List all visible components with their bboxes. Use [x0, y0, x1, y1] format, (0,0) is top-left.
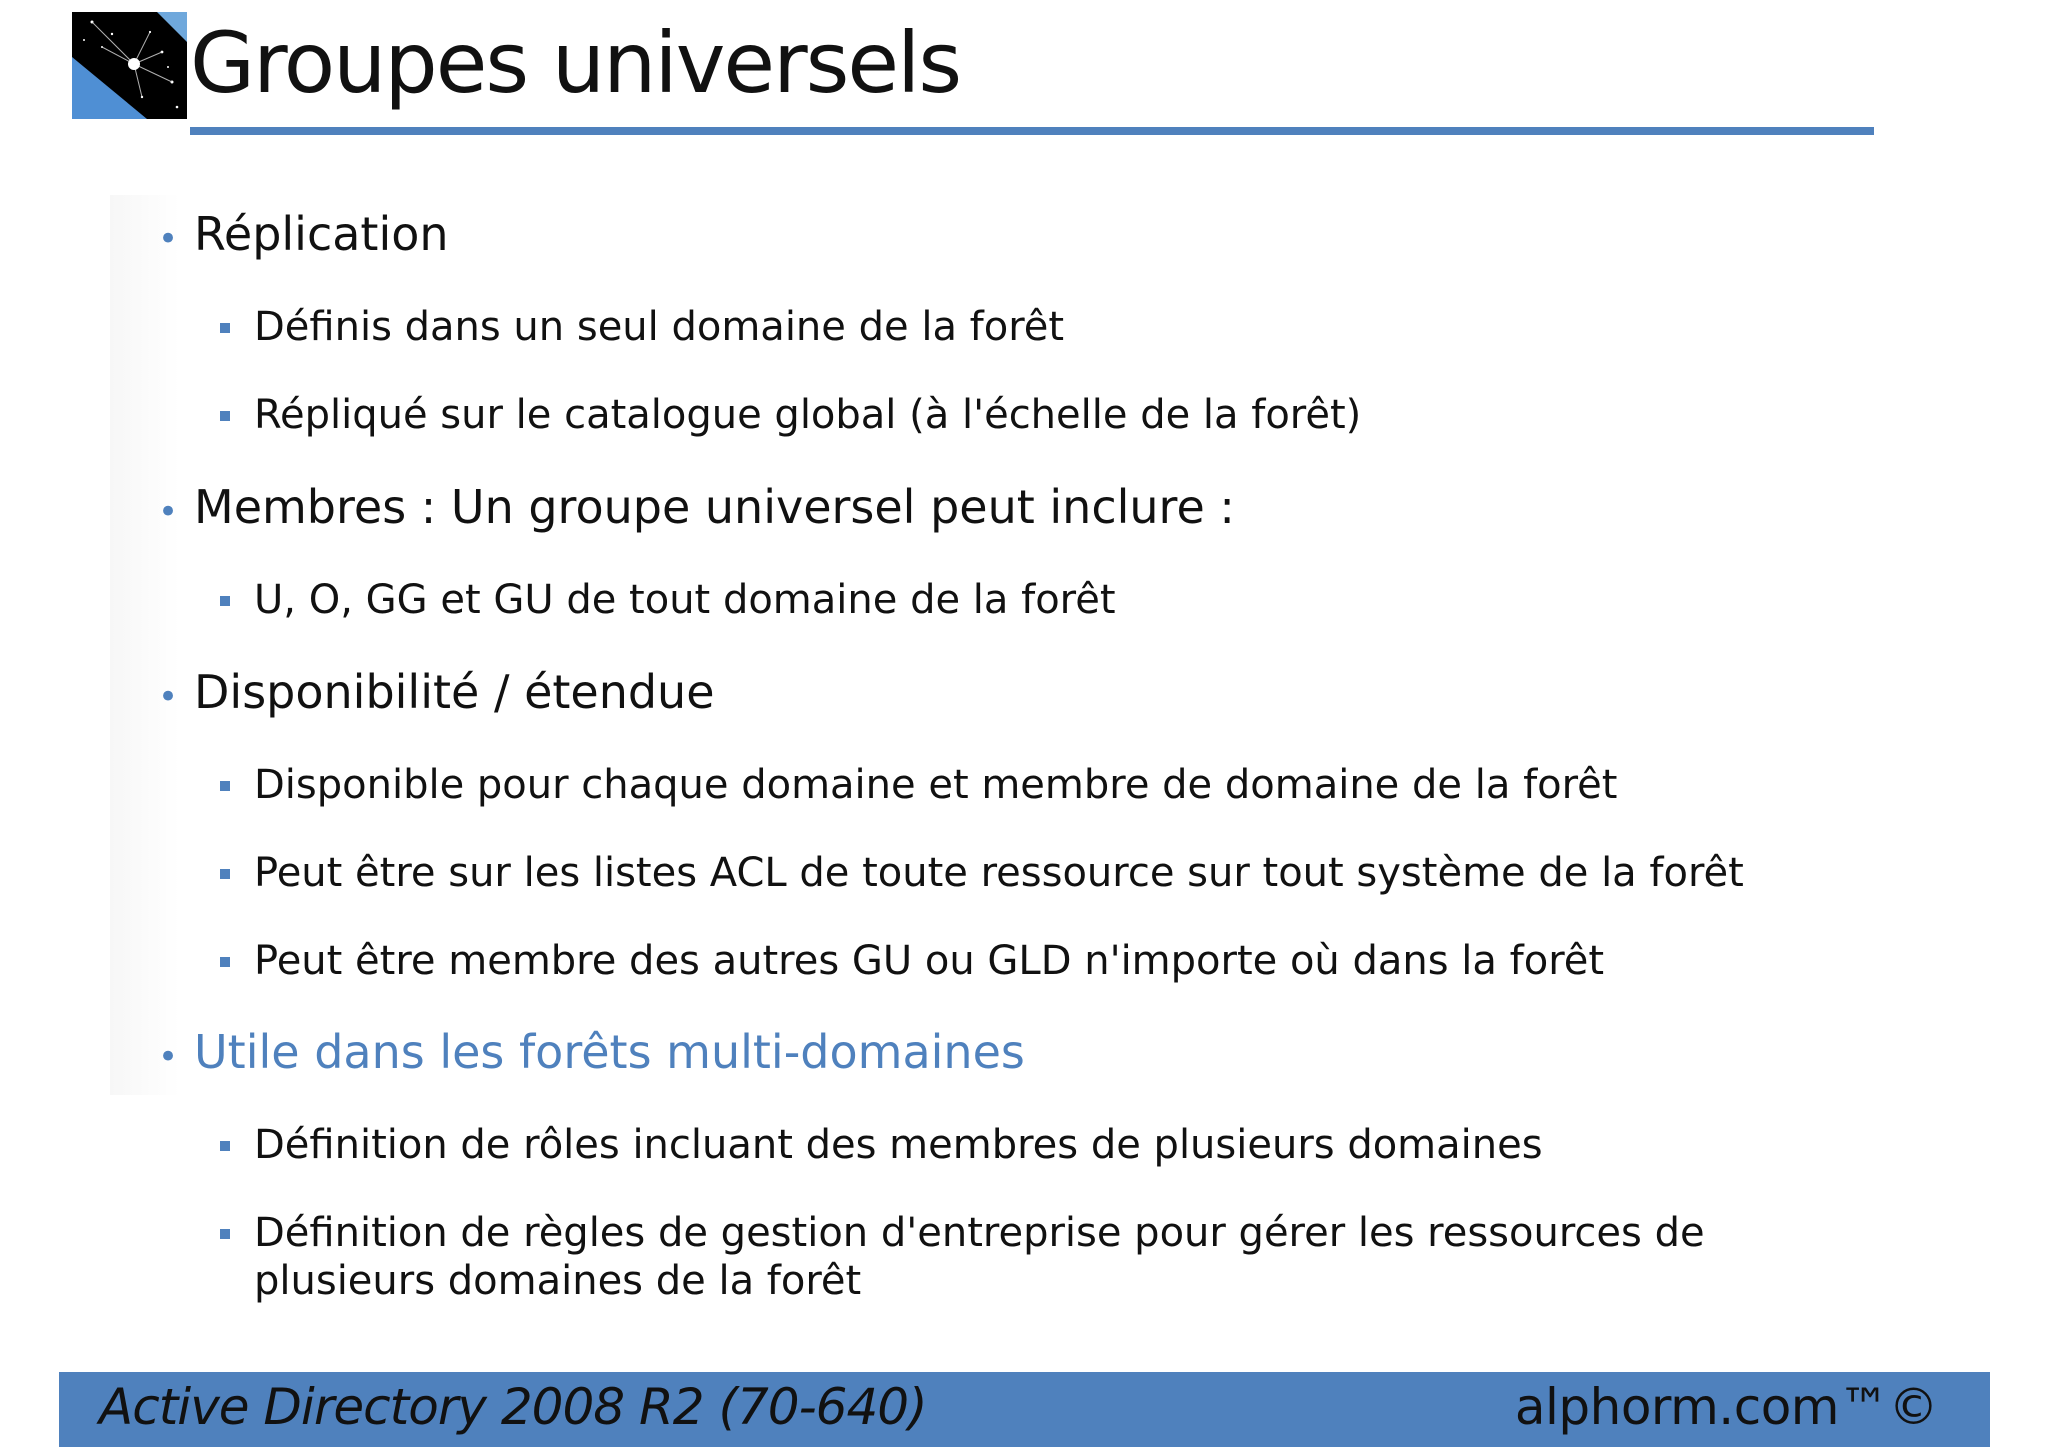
square-bullet-icon — [220, 781, 230, 791]
bullet-membres — [158, 480, 1235, 535]
sub-bullet-text: Peut être sur les listes ACL de toute ressource sur tout système de la forêt — [254, 850, 1744, 896]
square-bullet-icon — [220, 411, 230, 421]
brand-label: alphorm.com™© — [1514, 1378, 1938, 1436]
sub-bullet-text: U, O, GG et GU de tout domaine de la forêt — [254, 577, 1116, 623]
sub-bullet — [254, 1209, 1705, 1257]
sub-bullet — [254, 303, 1064, 351]
sub-bullet-text: Peut être membre des autres GU ou GLD n'importe où dans la forêt — [254, 938, 1605, 984]
slide-title: Groupes universels — [190, 14, 961, 112]
bullet-heading: Membres — [194, 480, 407, 534]
course-title: Active Directory 2008 R2 (70-640) — [99, 1378, 927, 1436]
bullet-heading-rest: : Un groupe universel peut inclure : — [406, 480, 1235, 534]
square-bullet-icon — [220, 1141, 230, 1151]
sub-bullet-text: Disponible pour chaque domaine et membre de domaine de la forêt — [254, 762, 1618, 808]
sub-bullet-text: Définition de rôles incluant des membres de plusieurs domaines — [254, 1122, 1543, 1168]
bullet-heading: Utile dans les forêts multi-domaines — [194, 1025, 1025, 1079]
sub-bullet — [254, 391, 1361, 439]
sub-bullet — [254, 849, 1744, 897]
bullet-disponibilite — [158, 665, 715, 720]
bullet-dot: • — [158, 676, 179, 717]
bullet-replication — [158, 207, 449, 262]
square-bullet-icon — [220, 596, 230, 606]
sub-bullet — [254, 761, 1617, 809]
sub-bullet — [254, 576, 1116, 624]
sub-bullet-text: plusieurs domaines de la forêt — [254, 1258, 862, 1304]
sub-bullet — [254, 937, 1604, 985]
sub-bullet — [254, 1121, 1543, 1169]
square-bullet-icon — [220, 869, 230, 879]
bullet-utile — [158, 1025, 1025, 1080]
square-bullet-icon — [220, 957, 230, 967]
sub-bullet-text: Définition de règles de gestion d'entreprise pour gérer les ressources de — [254, 1210, 1705, 1256]
sub-bullet-text: Répliqué sur le catalogue global (à l'échelle de la forêt) — [254, 392, 1362, 438]
square-bullet-icon — [220, 1229, 230, 1239]
bullet-dot: • — [158, 491, 179, 532]
footer-bar — [59, 1372, 1990, 1447]
sub-bullet-continuation — [254, 1257, 861, 1305]
sub-bullet-text: Définis dans un seul domaine de la forêt — [254, 304, 1065, 350]
bullet-dot: • — [158, 1036, 179, 1077]
bullet-heading: Réplication — [194, 207, 449, 261]
square-bullet-icon — [220, 323, 230, 333]
bullet-heading: Disponibilité / étendue — [194, 665, 715, 719]
bullet-dot: • — [158, 218, 179, 259]
